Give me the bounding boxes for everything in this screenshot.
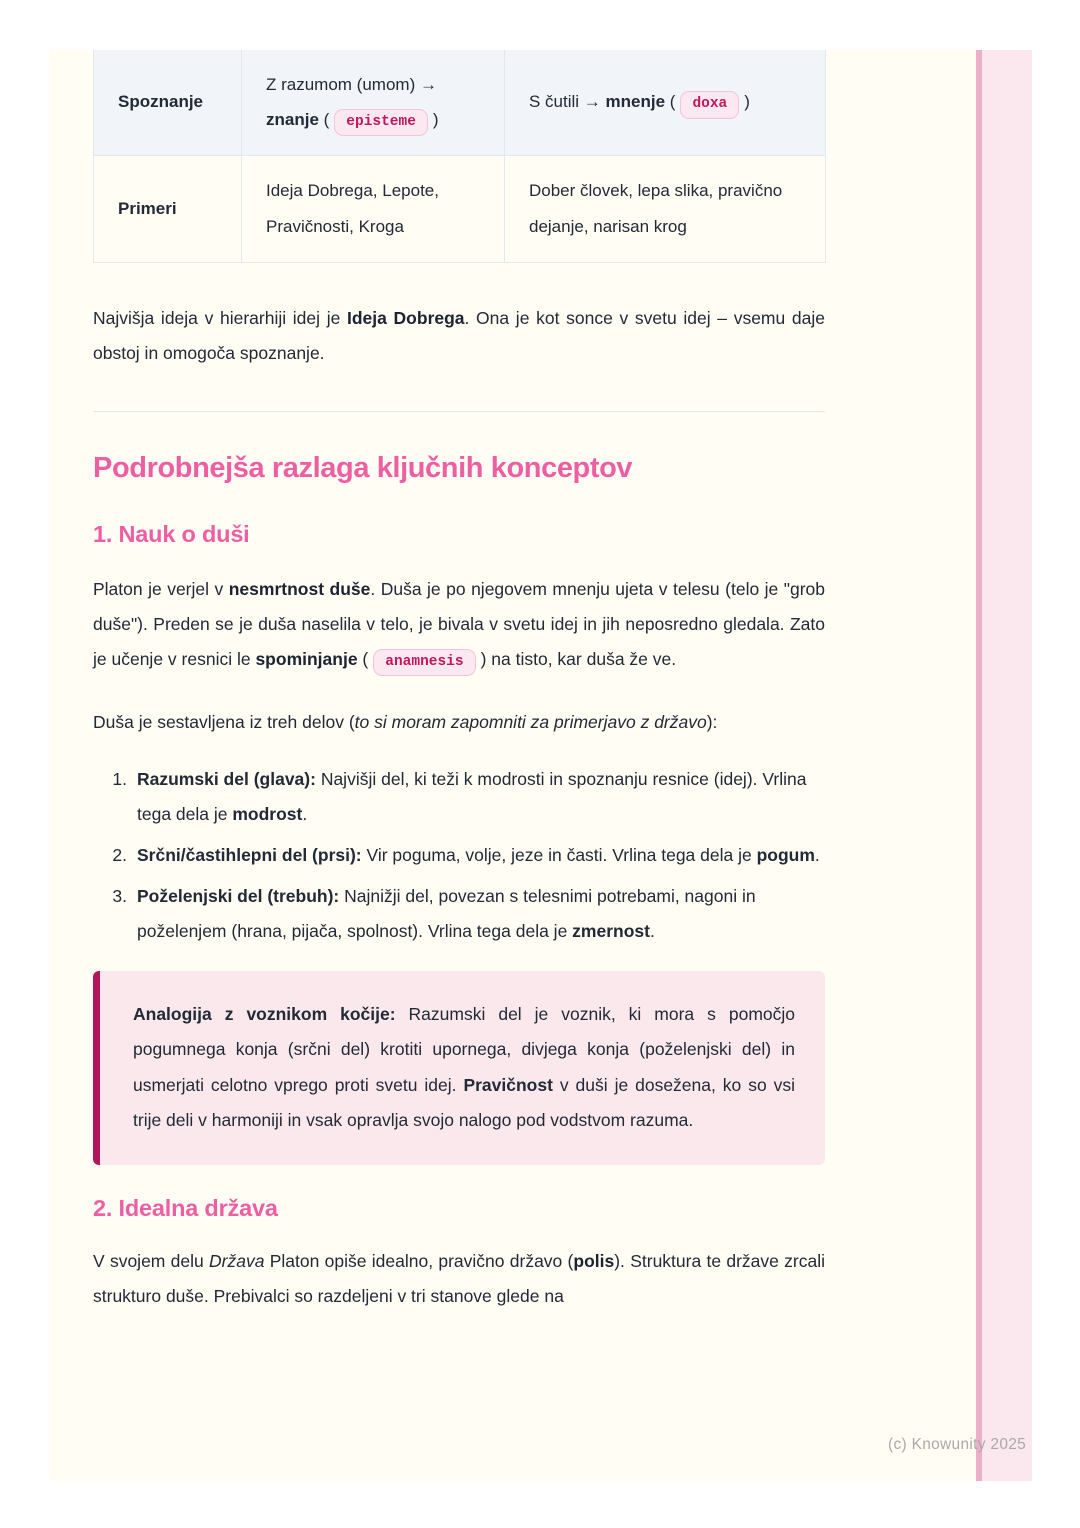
code-badge-doxa: doxa [680, 91, 739, 118]
knowunity-watermark: (c) Knowunity 2025 [888, 1436, 1027, 1453]
cell-primeri-stvari: Dober človek, lepa slika, pravično dejanje, narisan krog [505, 155, 826, 262]
document-page [50, 50, 1032, 1481]
list-item [105, 762, 825, 832]
paragraph-trije-deli: Duša je sestavljena iz treh delov (to si moram zapomniti za primerjavo z državo): [93, 711, 718, 732]
page-edge-ribbon-light [982, 50, 1032, 1481]
cell-text-bold: znanje [266, 110, 319, 130]
list-item-number: 3. [112, 885, 127, 906]
list-item [105, 838, 825, 873]
paragraph-idealna-drzava: V svojem delu Država Platon opiše idealno, pravično državo (polis). Struktura te države zrcali strukturo duše. Prebivalci so razdeljeni v tri stanove glede na [93, 1250, 825, 1306]
paragraph-nesmrtnost-duse: Platon je verjel v nesmrtnost duše. Duša je po njegovem mnenju ujeta v telesu (telo je "grob duše"). Preden se je duša naselila v telo, je bivala v svetu idej in jih neposredno gledala. Zato je učenje v resnici le spominjanje ( anamnesis ) na tisto, kar duša že ve. [93, 572, 825, 677]
cell-primeri-ideje: Ideja Dobrega, Lepote, Pravičnosti, Kroga [242, 155, 505, 262]
code-badge-anamnesis: anamnesis [373, 649, 475, 676]
table-row-primeri [94, 155, 826, 262]
cell-text-bold: mnenje [605, 92, 666, 112]
subsection-heading-idealna-drzava: 2. Idealna država [93, 1194, 278, 1221]
list-item-text: Srčni/častihlepni del (prsi): Vir poguma, volje, jeze in časti. Vrlina tega dela je pogum. [137, 844, 820, 865]
list-item-text: Poželenjski del (trebuh): Najnižji del, povezan s telesnimi potrebami, nagoni in poželenjem (hrana, pijača, spolnost). Vrlina tega dela je zmernost. [137, 885, 756, 941]
cell-text: Z razumom (umom) → [266, 74, 437, 94]
list-item-text: Razumski del (glava): Najvišji del, ki teži k modrosti in spoznanju resnice (idej). Vrlina tega dela je modrost. [137, 768, 807, 824]
subsection-heading-nauk-o-dusi: 1. Nauk o duši [93, 520, 250, 547]
cell-spoznanje-ideje: Z razumom (umom) → znanje ( episteme ) [242, 50, 505, 155]
paragraph-ideja-dobrega: Najvišja ideja v hierarhiji idej je Ideja Dobrega. Ona je kot sonce v svetu idej – vsemu daje obstoj in omogoča spoznanje. [93, 307, 825, 363]
section-divider [93, 411, 825, 412]
callout-analogija: Analogija z voznikom kočije: Razumski del je voznik, ki mora s pomočjo pogumnega konja (srčni del) krotiti upornega, divjega konja (poželenjski del) in usmerjati celotno vprego proti svetu idej. Pravičnost v duši je dosežena, ko so vsi trije deli v harmoniji in vsak opravlja svojo nalogo pod vodstvom razuma. [93, 971, 825, 1165]
list-item [105, 879, 825, 949]
list-item-number: 2. [112, 844, 127, 865]
row-header-spoznanje: Spoznanje [94, 50, 242, 155]
section-heading-koncepti: Podrobnejša razlaga ključnih konceptov [93, 451, 633, 484]
list-item-number: 1. [112, 768, 127, 789]
table-row-spoznanje [94, 50, 826, 155]
cell-spoznanje-svet-stvari: S čutili → mnenje ( doxa ) [505, 50, 826, 155]
code-badge-episteme: episteme [334, 109, 428, 136]
soul-parts-list [93, 762, 825, 949]
row-header-primeri: Primeri [94, 155, 242, 262]
document-content [93, 50, 825, 1314]
comparison-table [93, 50, 826, 263]
